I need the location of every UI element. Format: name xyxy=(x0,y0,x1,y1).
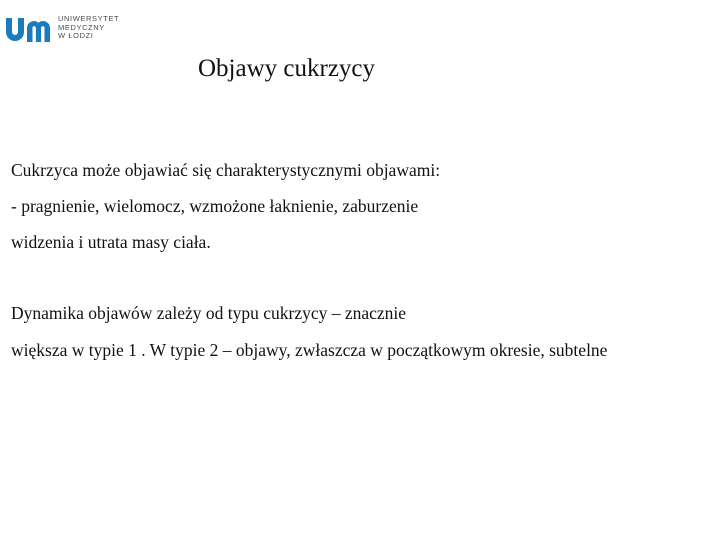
paragraph-line-2: - pragnienie, wielomocz, wzmożone łaknienie, zaburzenie xyxy=(11,196,419,216)
slide-title: Objawy cukrzycy xyxy=(198,55,376,82)
logo-text xyxy=(58,15,119,41)
paragraph-line-4: Dynamika objawów zależy od typu cukrzycy – znacznie xyxy=(11,303,407,323)
university-logo xyxy=(4,12,124,46)
um-logo-icon xyxy=(4,14,52,44)
logo-line-1: UNIWERSYTET xyxy=(58,14,120,23)
paragraph-line-3: widzenia i utrata masy ciała. xyxy=(11,232,211,252)
logo-line-2: MEDYCZNY xyxy=(58,22,105,32)
paragraph-line-1: Cukrzyca może objawiać się charakterystycznymi objawami: xyxy=(11,160,441,180)
paragraph-line-5: większa w typie 1 . W typie 2 – objawy, zwłaszcza w początkowym okresie, subtelne xyxy=(11,340,608,360)
logo-line-3: W ŁODZI xyxy=(58,31,94,40)
